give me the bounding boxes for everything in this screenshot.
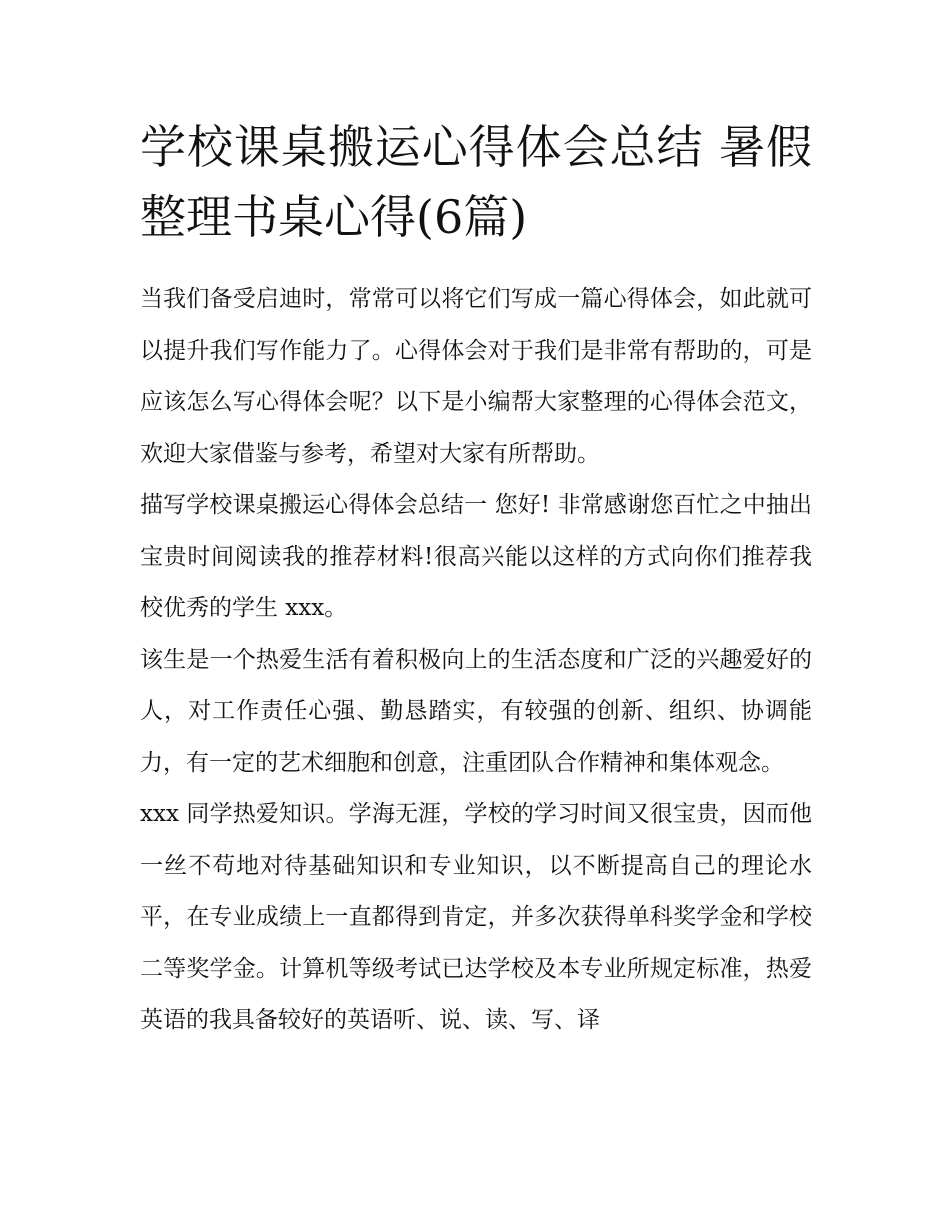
document-title: 学校课桌搬运心得体会总结 暑假整理书桌心得(6篇) (140, 120, 812, 244)
paragraph-student-study: xxx 同学热爱知识。学海无涯，学校的学习时间又很宝贵，因而他一丝不苟地对待基础知识和专业知识，以不断提高自己的理论水平，在专业成绩上一直都得到肯定，并多次获得单科奖学金和学校二等奖学金。计算机等级考试已达学校及本专业所规定标准，热爱英语的我具备较好的英语听、说、读、写、译 (140, 801, 812, 1033)
document-page (140, 112, 812, 1047)
paragraph-intro: 当我们备受启迪时，常常可以将它们写成一篇心得体会，如此就可以提升我们写作能力了。心得体会对于我们是非常有帮助的，可是应该怎么写心得体会呢？以下是小编帮大家整理的心得体会范文，欢迎大家借鉴与参考，希望对大家有所帮助。 (140, 286, 812, 467)
paragraph-student-character: 该生是一个热爱生活有着积极向上的生活态度和广泛的兴趣爱好的人，对工作责任心强、勤恳踏实，有较强的创新、组织、协调能力，有一定的艺术细胞和创意，注重团队合作精神和集体观念。 (140, 646, 812, 776)
document-body (140, 274, 812, 1047)
paragraph-letter-opening: 描写学校课桌搬运心得体会总结一 您好! 非常感谢您百忙之中抽出宝贵时间阅读我的推荐材料!很高兴能以这样的方式向你们推荐我校优秀的学生 xxx。 (140, 492, 812, 621)
